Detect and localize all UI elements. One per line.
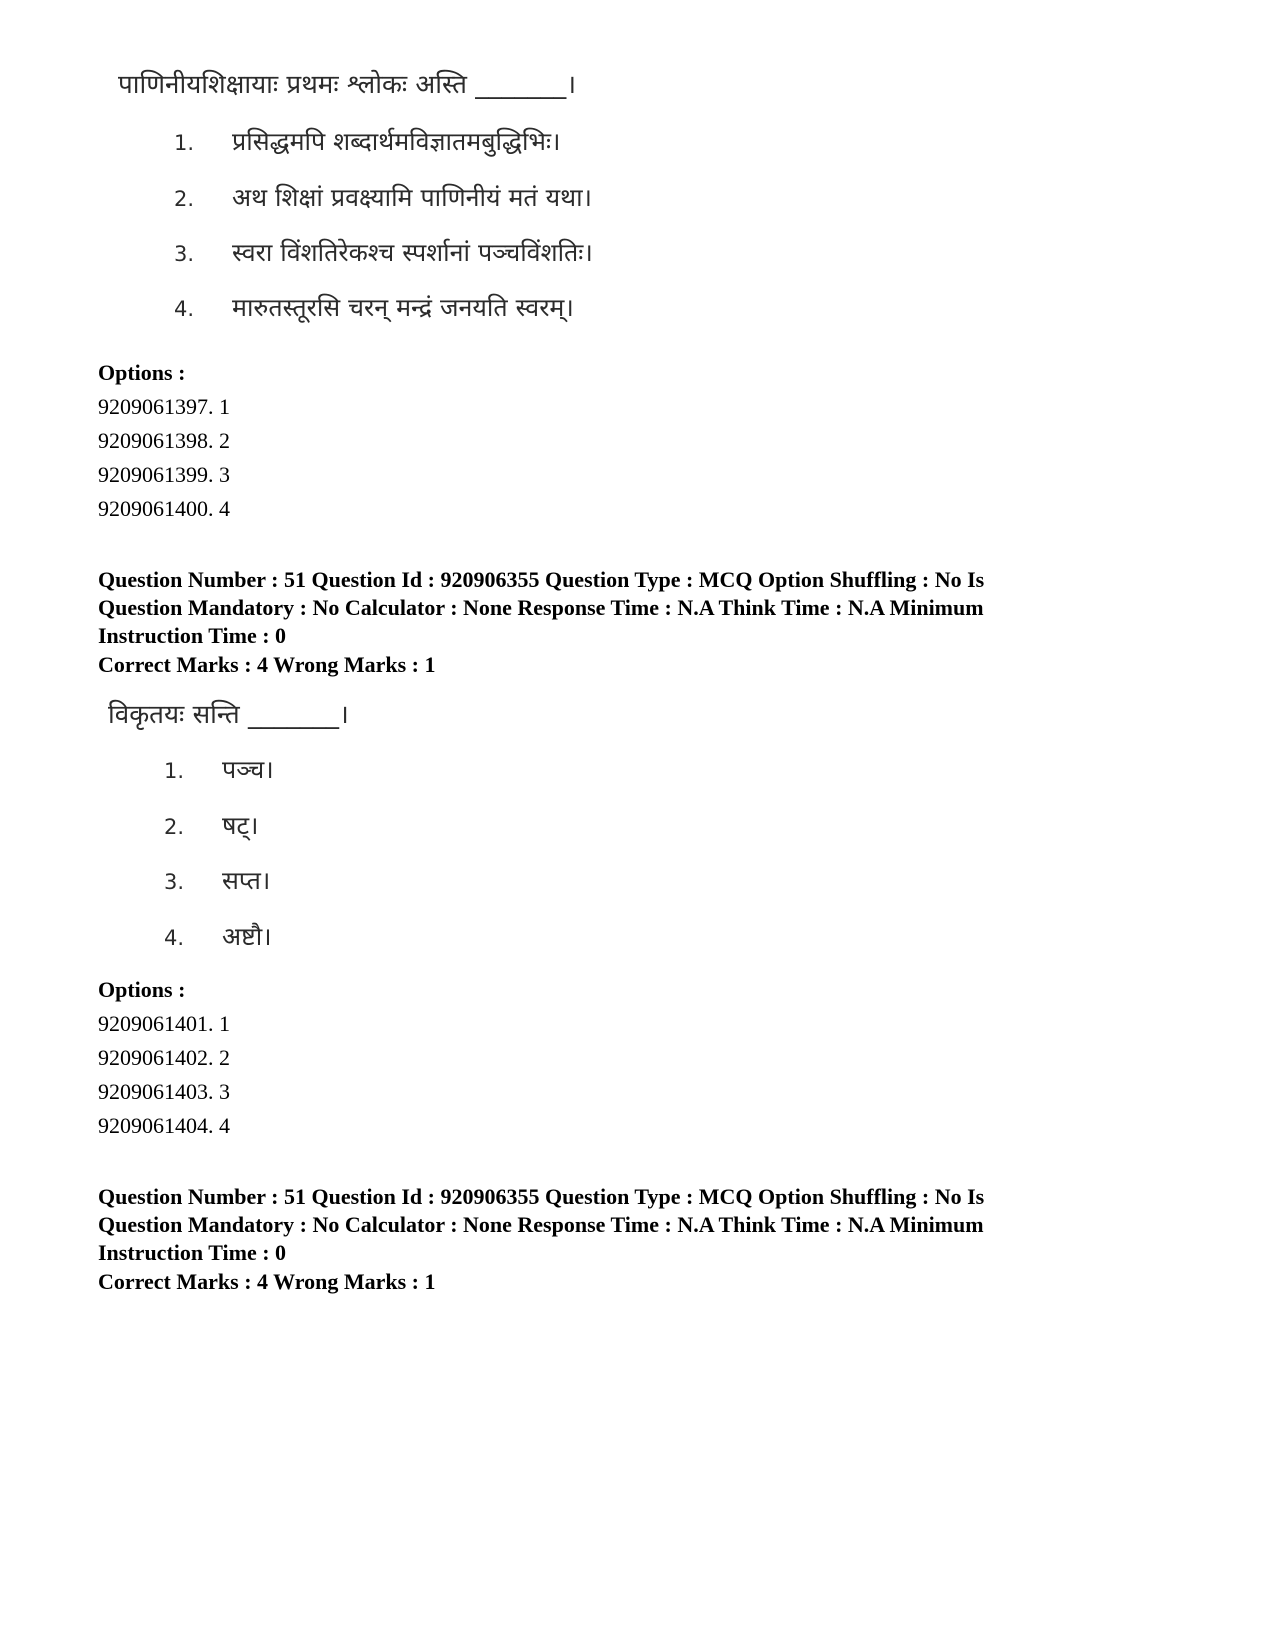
question-marks: Correct Marks : 4 Wrong Marks : 1 xyxy=(98,652,436,677)
question-stem: पाणिनीयशिक्षायाः प्रथमः श्लोकः अस्ति _______। xyxy=(118,70,577,100)
question-choice xyxy=(174,127,561,158)
question-meta-line: Question Mandatory : No Calculator : None Response Time : N.A Think Time : N.A Minimum xyxy=(98,1212,984,1237)
choice-text: अथ शिक्षां प्रवक्ष्यामि पाणिनीयं मतं यथा। xyxy=(232,183,593,212)
question-meta-line: Question Number : 51 Question Id : 920906355 Question Type : MCQ Option Shuffling : No Is xyxy=(98,1184,985,1209)
question-meta-line: Question Mandatory : No Calculator : None Response Time : N.A Think Time : N.A Minimum xyxy=(98,595,984,620)
choice-number: 1. xyxy=(164,759,185,783)
choice-text: षट्। xyxy=(222,811,259,840)
option-item: 9209061400. 4 xyxy=(98,496,230,521)
question-meta xyxy=(98,566,984,650)
options-heading: Options : xyxy=(98,360,186,385)
choice-text: स्वरा विंशतिरेकश्च स्पर्शानां पञ्चविंशतिः। xyxy=(232,238,593,267)
choice-text: अष्टौ। xyxy=(222,922,272,951)
option-item: 9209061403. 3 xyxy=(98,1079,230,1104)
question-choice xyxy=(164,866,270,897)
choice-text: पञ्च। xyxy=(222,755,274,784)
question-choice xyxy=(164,811,259,842)
options-list xyxy=(98,390,230,526)
choice-number: 2. xyxy=(174,187,195,211)
choice-number: 3. xyxy=(164,870,185,894)
question-image-2 xyxy=(108,700,408,960)
question-meta xyxy=(98,1183,984,1267)
question-meta-line: Instruction Time : 0 xyxy=(98,1240,287,1265)
question-meta-line: Instruction Time : 0 xyxy=(98,623,287,648)
option-item: 9209061401. 1 xyxy=(98,1011,230,1036)
question-image-1 xyxy=(118,70,638,340)
options-heading: Options : xyxy=(98,977,186,1002)
choice-text: सप्त। xyxy=(222,866,271,895)
option-item: 9209061398. 2 xyxy=(98,428,230,453)
question-choice xyxy=(174,183,592,214)
question-choice xyxy=(174,293,574,324)
question-choice xyxy=(164,755,274,786)
choice-number: 4. xyxy=(174,297,195,321)
option-item: 9209061397. 1 xyxy=(98,394,230,419)
options-list xyxy=(98,1007,230,1143)
choice-number: 2. xyxy=(164,815,185,839)
choice-number: 4. xyxy=(164,926,185,950)
option-item: 9209061402. 2 xyxy=(98,1045,230,1070)
option-item: 9209061399. 3 xyxy=(98,462,230,487)
choice-number: 1. xyxy=(174,131,195,155)
question-choice xyxy=(174,238,593,269)
choice-text: मारुतस्तूरसि चरन् मन्द्रं जनयति स्वरम्। xyxy=(232,293,574,322)
choice-number: 3. xyxy=(174,242,195,266)
choice-text: प्रसिद्धमपि शब्दार्थमविज्ञातमबुद्धिभिः। xyxy=(232,127,561,156)
question-stem: विकृतयः सन्ति _______। xyxy=(108,700,349,730)
question-meta-line: Question Number : 51 Question Id : 920906355 Question Type : MCQ Option Shuffling : No Is xyxy=(98,567,985,592)
question-choice xyxy=(164,922,272,953)
question-marks: Correct Marks : 4 Wrong Marks : 1 xyxy=(98,1269,436,1294)
option-item: 9209061404. 4 xyxy=(98,1113,230,1138)
